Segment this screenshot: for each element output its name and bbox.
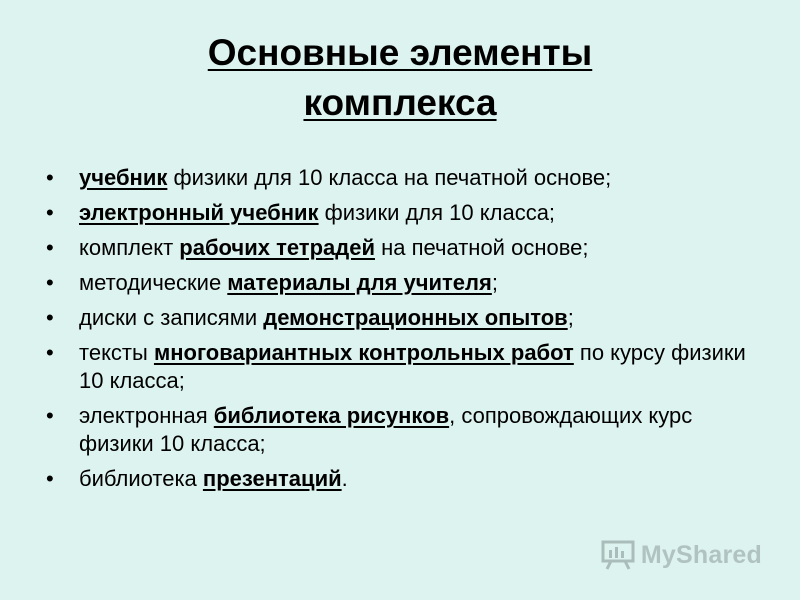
bullet-item: • учебник физики для 10 класса на печатной основе; <box>46 164 746 192</box>
bullet-emphasis: демонстрационных опытов <box>263 305 568 330</box>
slide-title <box>0 28 800 128</box>
bullet-item: • электронный учебник физики для 10 класса; <box>46 199 746 227</box>
bullet-emphasis: многовариантных контрольных работ <box>153 340 574 365</box>
bullet-emphasis: учебник <box>79 165 168 190</box>
slide-title-line-1: Основные элементы <box>207 32 593 73</box>
bullet-item: • библиотека презентаций. <box>46 465 746 493</box>
watermark <box>601 540 762 570</box>
bullet-item: • комплект рабочих тетрадей на печатной основе; <box>46 234 746 262</box>
bullet-item: • электронная библиотека рисунков, сопровождающих курс физики 10 класса; <box>46 402 746 458</box>
bullet-list <box>46 164 746 500</box>
presentation-board-icon <box>601 540 635 570</box>
bullet-emphasis: презентаций <box>202 466 342 491</box>
bullet-emphasis: материалы для учителя <box>227 270 492 295</box>
bullet-emphasis: библиотека рисунков <box>213 403 450 428</box>
bullet-item: • диски с записями демонстрационных опытов; <box>46 304 746 332</box>
bullet-emphasis: рабочих тетрадей <box>179 235 375 260</box>
bullet-item: • тексты многовариантных контрольных работ по курсу физики 10 класса; <box>46 339 746 395</box>
watermark-text: MyShared <box>640 540 762 569</box>
slide-title-line-2: комплекса <box>303 82 497 123</box>
bullet-emphasis: электронный учебник <box>79 200 319 225</box>
bullet-item: • методические материалы для учителя; <box>46 269 746 297</box>
